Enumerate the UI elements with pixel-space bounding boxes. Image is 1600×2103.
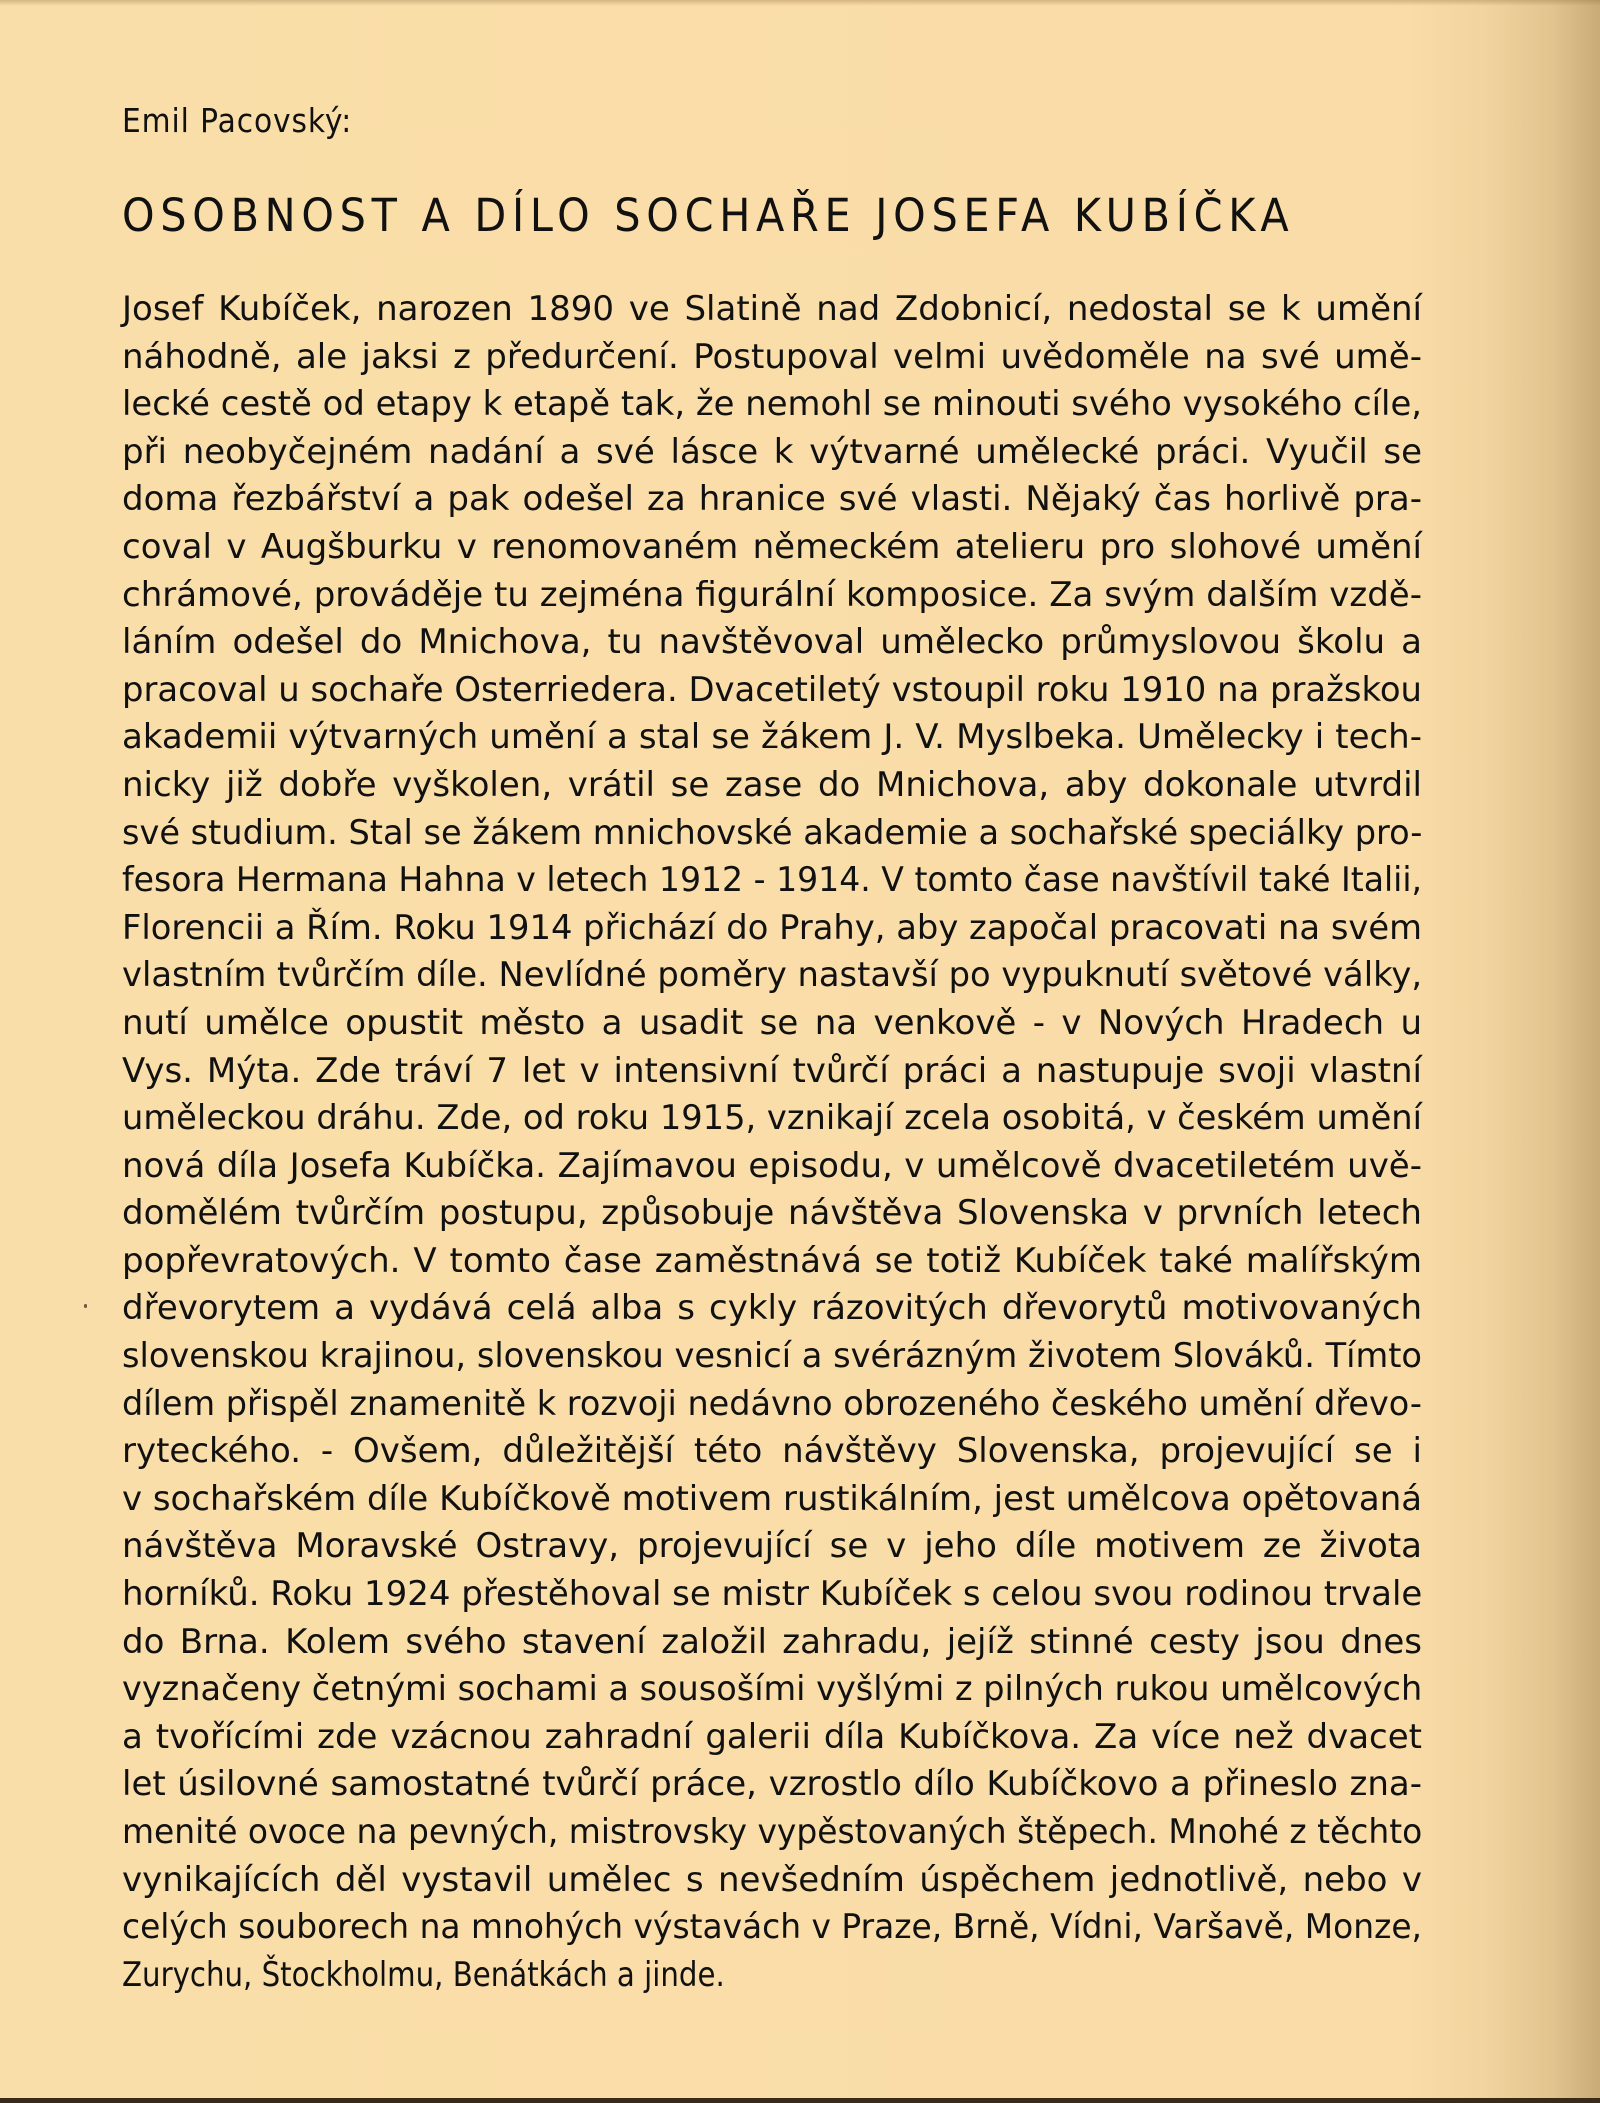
author-byline: Emil Pacovský: [122,101,353,140]
body-line: vynikajících děl vystavil umělec s nevšedním úspěchem jednotlivě, nebo v [122,1859,1422,1900]
body-line: coval v Augšburku v renomovaném německém atelieru pro slohové umění [122,526,1422,567]
body-line: nová díla Josefa Kubíčka. Zajímavou episodu, v umělcově dvacetiletém uvě- [122,1145,1422,1186]
body-line: v sochařském díle Kubíčkově motivem rustikálním, jest umělcova opětovaná [122,1478,1422,1519]
body-line: při neobyčejném nadání a své lásce k výtvarné umělecké práci. Vyučil se [122,431,1422,472]
body-line: akademii výtvarných umění a stal se žákem J. V. Myslbeka. Umělecky i tech- [122,717,1422,758]
body-line: popřevratových. V tomto čase zaměstnává se totiž Kubíček také malířským [122,1240,1422,1281]
body-line: návštěva Moravské Ostravy, projevující se v jeho díle motivem ze života [122,1526,1422,1567]
body-line: celých souborech na mnohých výstavách v Praze, Brně, Vídni, Varšavě, Monze, [122,1907,1422,1948]
body-line: láním odešel do Mnichova, tu navštěvoval umělecko průmyslovou školu a [122,622,1422,663]
body-line: horníků. Roku 1924 přestěhoval se mistr Kubíček s celou svou rodinou trvale [122,1574,1423,1615]
article [122,100,1422,1999]
body-line: Florencii a Řím. Roku 1914 přichází do Prahy, aby započal pracovati na svém [122,907,1422,948]
body-line: menité ovoce na pevných, mistrovsky vypěstovaných štěpech. Mnohé z těchto [122,1812,1423,1852]
page-top-edge-shadow [0,0,1600,6]
body-line: lecké cestě od etapy k etapě tak, že nemohl se minouti svého vysokého cíle, [122,384,1422,425]
body-line: fesora Hermana Hahna v letech 1912 - 1914. V tomto čase navštívil také Italii, [122,860,1423,901]
body-line: domělém tvůrčím postupu, způsobuje návštěva Slovenska v prvních letech [122,1193,1422,1234]
body-line: a tvořícími zde vzácnou zahradní galerii díla Kubíčkova. Za více než dvacet [122,1716,1422,1757]
paper-speck [84,1304,87,1308]
body-line: ryteckého. - Ovšem, důležitější této návštěvy Slovenska, projevující se i [122,1431,1422,1472]
body-line: nutí umělce opustit město a usadit se na venkově - v Nových Hradech u [122,1002,1422,1043]
body-line: své studium. Stal se žákem mnichovské akademie a sochařské speciálky pro- [122,812,1423,853]
article-title: OSOBNOST A DÍLO SOCHAŘE JOSEFA KUBÍČKA [122,189,1295,242]
body-line: chrámové, prováděje tu zejména figurální komposice. Za svým dalším vzdě- [122,574,1422,615]
body-line-last: Zurychu, Štockholmu, Benátkách a jinde. [122,1954,725,1995]
body-line: náhodně, ale jaksi z předurčení. Postupoval velmi uvědoměle na své umě- [122,336,1422,377]
body-line: vyznačeny četnými sochami a sousošími vyšlými z pilných rukou umělcových [122,1669,1423,1710]
body-line: Josef Kubíček, narozen 1890 ve Slatině nad Zdobnicí, nedostal se k umění [122,289,1422,329]
body-line: slovenskou krajinou, slovenskou vesnicí a svérázným životem Slováků. Tímto [122,1336,1422,1377]
page-bottom-edge [0,2098,1600,2103]
body-line: dílem přispěl znamenitě k rozvoji nedávno obrozeného českého umění dřevo- [122,1383,1422,1424]
article-body [122,286,1422,1999]
body-line: doma řezbářství a pak odešel za hranice své vlasti. Nějaký čas horlivě pra- [122,479,1422,520]
body-line: do Brna. Kolem svého stavení založil zahradu, jejíž stinné cesty jsou dnes [122,1621,1422,1662]
body-line: vlastním tvůrčím díle. Nevlídné poměry nastavší po vypuknutí světové války, [122,955,1423,996]
body-line: let úsilovné samostatné tvůrčí práce, vzrostlo dílo Kubíčkovo a přineslo zna- [122,1764,1422,1805]
body-line: Vys. Mýta. Zde tráví 7 let v intensivní tvůrčí práci a nastupuje svoji vlastní [122,1050,1422,1091]
body-line: pracoval u sochaře Osterriedera. Dvacetiletý vstoupil roku 1910 na pražskou [122,669,1422,710]
body-line: dřevorytem a vydává celá alba s cykly rázovitých dřevorytů motivovaných [122,1288,1422,1329]
body-line: nicky již dobře vyškolen, vrátil se zase do Mnichova, aby dokonale utvrdil [122,764,1422,805]
body-line: uměleckou dráhu. Zde, od roku 1915, vznikají zcela osobitá, v českém umění [122,1098,1422,1139]
